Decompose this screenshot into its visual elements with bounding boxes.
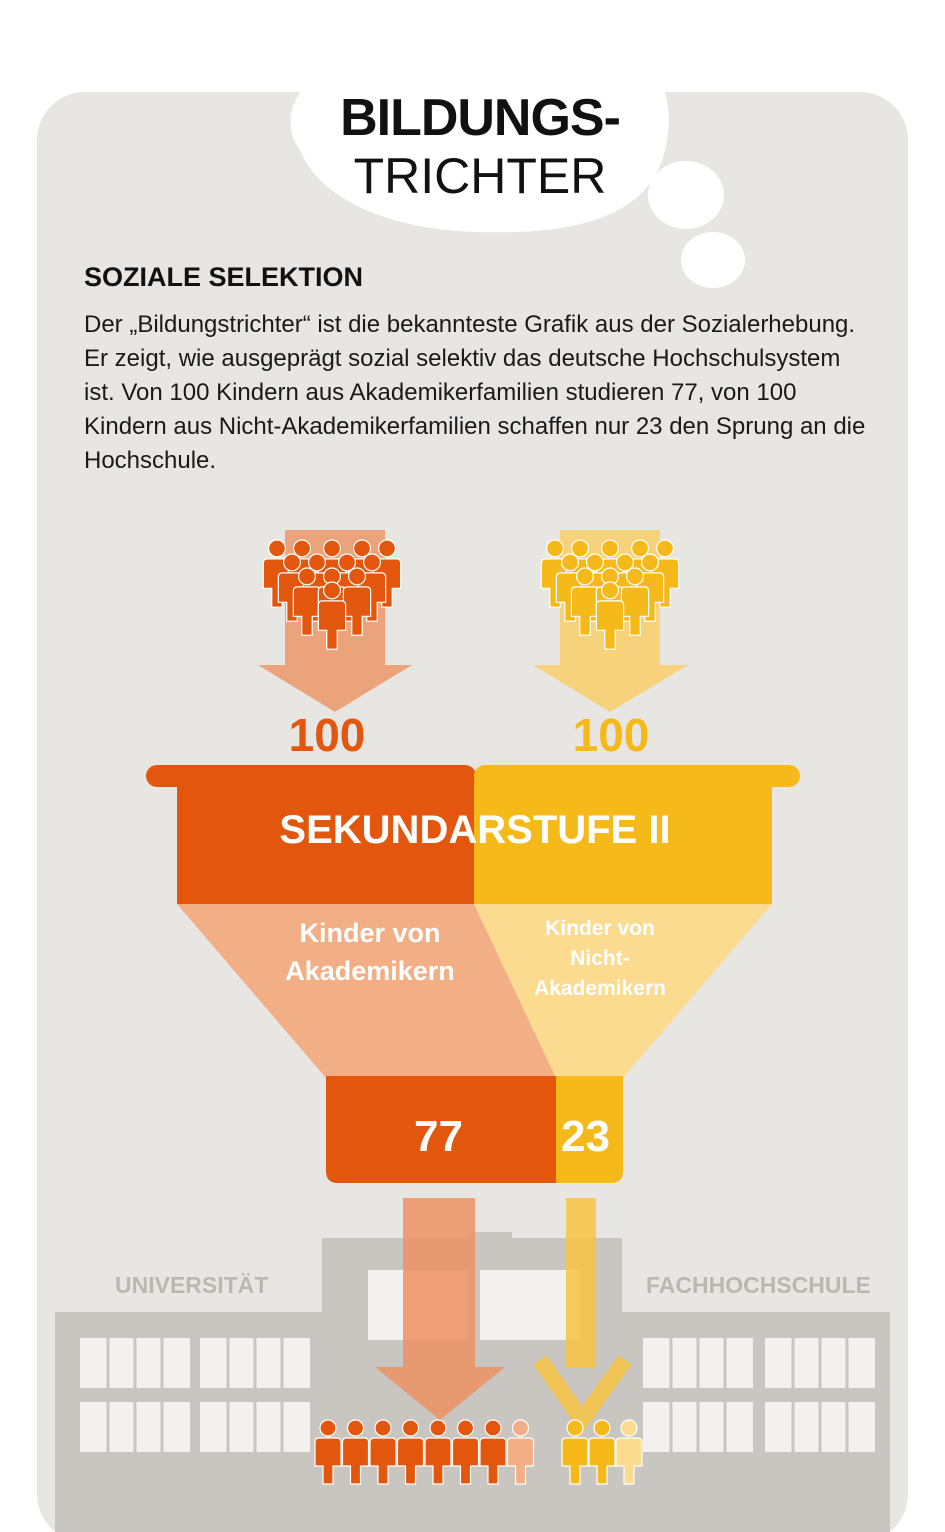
group-label-academic: Kinder von Akademikern <box>285 918 455 986</box>
output-count-nonacademic: 23 <box>561 1112 610 1161</box>
intro-paragraph: Der „Bildungstrichter“ ist die bekannteste Grafik aus der Sozialerhebung. Er zeigt, wie ausgeprägt sozial selektiv das deutsche Hochschulsystem ist. Von 100 Kindern aus Akademikerfamilien studieren 77, von 100 Kindern aus Nicht-Akademikerfamilien schaffen nur 23 den Sprung an die Hochschule. <box>84 311 866 474</box>
title-line1: BILDUNGS- <box>340 89 620 147</box>
group-label-nonacademic: Kinder von Nicht-Akademikern <box>534 917 666 1000</box>
input-count-academic: 100 <box>288 709 366 761</box>
title-line2: TRICHTER <box>353 148 607 204</box>
people-group-icon <box>562 1420 642 1484</box>
subheading: SOZIALE SELEKTION <box>84 262 364 292</box>
input-count-nonacademic: 100 <box>572 709 650 761</box>
output-count-academic: 77 <box>414 1112 463 1161</box>
building-label-university: UNIVERSITÄT <box>115 1272 269 1298</box>
building-label-fachhochschule: FACHHOCHSCHULE <box>646 1272 871 1298</box>
stage-label: SEKUNDARSTUFE II <box>279 808 671 852</box>
